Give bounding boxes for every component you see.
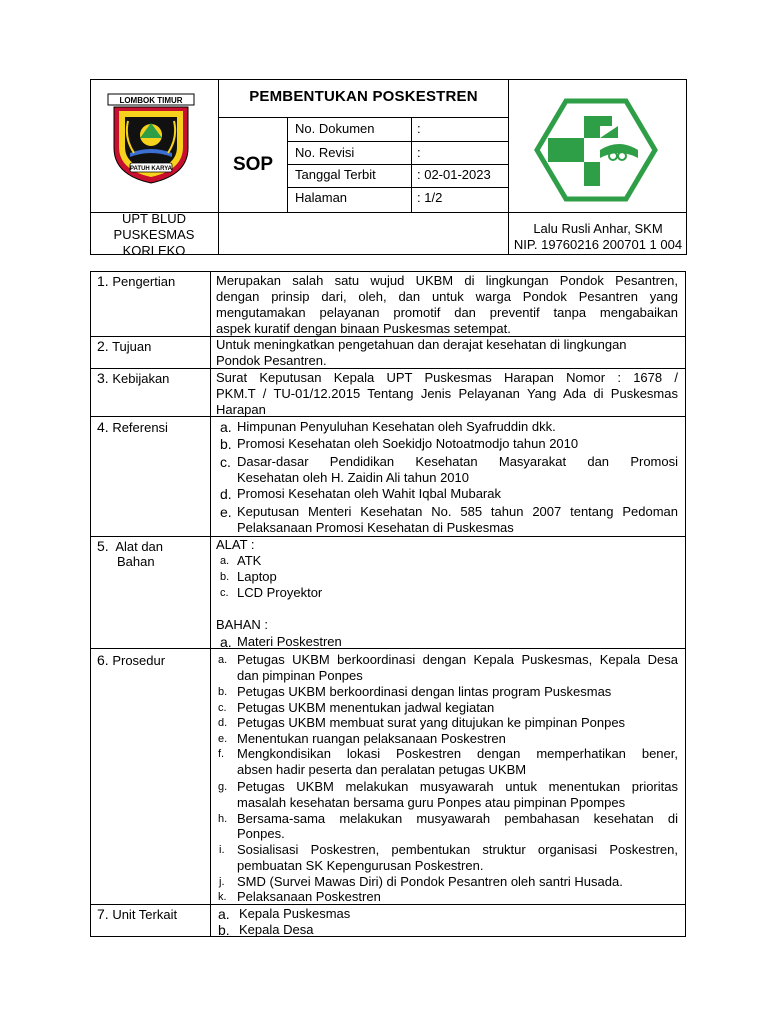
section-label-prosedur — [97, 652, 165, 669]
bahan-heading: BAHAN : — [216, 617, 269, 632]
referensi-item: Promosi Kesehatan oleh Wahit Iqbal Mubarak — [237, 486, 501, 501]
field-value-no-revisi: : — [417, 145, 421, 160]
prosedur-item: Petugas UKBM melakukan musyawarah untuk menentukan prioritas — [237, 779, 678, 794]
bahan-item: Materi Poskestren — [237, 634, 342, 649]
list-marker: b. — [220, 571, 230, 583]
section-title: Prosedur — [112, 653, 166, 668]
list-marker: h. — [218, 813, 228, 825]
section-title: Alat dan — [115, 539, 164, 554]
list-marker: g. — [218, 781, 228, 793]
list-marker: f. — [218, 748, 225, 760]
section-title: Unit Terkait — [112, 907, 178, 922]
prosedur-item: Bersama-sama melakukan musyawarah pembahasan kesehatan di — [237, 811, 678, 826]
section-number: 7. — [97, 906, 109, 922]
prosedur-item: Petugas UKBM berkoordinasi dengan Kepala Puskesmas, Kepala Desa — [237, 652, 678, 667]
kebijakan-line: PKM.T / TU-01/12.2015 Tentang Jenis Pelayanan Yang Ada di Puskesmas — [216, 386, 678, 401]
section-number: 2. — [97, 338, 109, 354]
section-number: 1. — [97, 273, 109, 289]
header-divider — [218, 117, 508, 118]
section-title: Kebijakan — [112, 371, 170, 386]
section-label-pengertian — [97, 273, 175, 290]
referensi-item: Kesehatan oleh H. Zaidin Ali tahun 2010 — [237, 470, 470, 485]
list-marker: c. — [220, 587, 229, 599]
section-number: 5. — [97, 538, 109, 554]
list-marker: b. — [218, 922, 230, 938]
lombok-timur-logo — [106, 93, 196, 185]
org-line: KORLEKO — [122, 243, 186, 258]
list-marker: d. — [218, 717, 228, 729]
alat-heading: ALAT : — [216, 537, 255, 552]
list-marker: b. — [218, 686, 228, 698]
list-marker: a. — [218, 654, 228, 666]
org-name — [90, 213, 218, 259]
section-title: Referensi — [112, 420, 168, 435]
section-label-alat-bahan — [97, 538, 163, 555]
section-label-referensi — [97, 419, 168, 436]
signer-block — [509, 221, 687, 253]
referensi-item: Keputusan Menteri Kesehatan No. 585 tahun 2007 tentang Pedoman — [237, 504, 678, 519]
section-label-tujuan — [97, 338, 151, 355]
prosedur-item: Petugas UKBM menentukan jadwal kegiatan — [237, 700, 495, 715]
tujuan-line: Untuk meningkatkan pengetahuan dan derajat kesehatan di lingkungan — [216, 337, 627, 352]
alat-item: ATK — [237, 553, 262, 568]
row-divider — [90, 536, 686, 537]
prosedur-item: SMD (Survei Mawas Diri) di Pondok Pesantren oleh santri Husada. — [237, 874, 623, 889]
section-title-cont: Bahan — [117, 554, 155, 569]
pengertian-line: aspek kuratif dengan binaan Puskesmas setempat. — [216, 321, 511, 336]
prosedur-item: Ponpes. — [237, 826, 285, 841]
section-number: 4. — [97, 419, 109, 435]
referensi-item: Promosi Kesehatan oleh Soekidjo Notoatmodjo tahun 2010 — [237, 436, 579, 451]
org-line: UPT BLUD — [121, 211, 187, 226]
unit-item: Kepala Puskesmas — [239, 906, 351, 921]
list-marker: e. — [220, 504, 232, 520]
prosedur-item: Menentukan ruangan pelaksanaan Poskestren — [237, 731, 506, 746]
list-marker: k. — [218, 891, 227, 903]
list-marker: a. — [218, 906, 230, 922]
section-number: 6. — [97, 652, 109, 668]
kebijakan-line: Surat Keputusan Kepala UPT Puskesmas Harapan Nomor : 1678 / — [216, 370, 678, 385]
list-marker: c. — [218, 702, 227, 714]
puskesmas-logo — [534, 98, 658, 202]
field-value-no-dokumen: : — [417, 121, 421, 136]
content-divider — [210, 271, 211, 937]
list-marker: b. — [220, 436, 232, 452]
logo-bottom-text: PATUH KARYA — [129, 166, 173, 172]
pengertian-line: dengan prinsip dari, oleh, dan untuk warga Pondok Pesantren yang — [216, 289, 678, 304]
prosedur-item: masalah kesehatan bersama guru Ponpes atau pimpinan Ppompes — [237, 795, 626, 810]
referensi-item: Himpunan Penyuluhan Kesehatan oleh Syafruddin dkk. — [237, 419, 556, 434]
field-label-no-dokumen: No. Dokumen — [295, 121, 375, 136]
list-marker: j. — [219, 876, 225, 888]
header-divider — [411, 117, 412, 213]
section-title: Tujuan — [112, 339, 152, 354]
signer-nip: NIP. 19760216 200701 1 004 — [513, 237, 683, 252]
list-marker: e. — [218, 733, 228, 745]
list-marker: c. — [220, 454, 231, 470]
prosedur-item: Pelaksanaan Poskestren — [237, 889, 381, 904]
field-value-tanggal-terbit: : 02-01-2023 — [417, 167, 491, 182]
org-line: PUSKESMAS — [113, 227, 195, 242]
header-divider — [287, 164, 508, 165]
list-marker: a. — [220, 419, 232, 435]
tujuan-line: Pondok Pesantren. — [216, 353, 327, 368]
prosedur-item: Petugas UKBM membuat surat yang ditujukan ke pimpinan Ponpes — [237, 715, 626, 730]
header-divider — [287, 141, 508, 142]
prosedur-item: absen hadir peserta dan peralatan petugas UKBM — [237, 762, 527, 777]
prosedur-item: pembuatan SK Kepengurusan Poskestren. — [237, 858, 484, 873]
section-title: Pengertian — [112, 274, 176, 289]
field-label-halaman: Halaman — [295, 190, 348, 205]
kebijakan-line: Harapan — [216, 402, 266, 417]
pengertian-line: mengutamakan pelayanan promotif dan preventif tanpa mengabaikan — [216, 305, 678, 320]
list-marker: i. — [219, 844, 225, 856]
prosedur-item: Mengkondisikan lokasi Poskestren dengan memperhatikan bener, — [237, 746, 678, 761]
document-title: PEMBENTUKAN POSKESTREN — [249, 88, 478, 105]
logo-top-text: LOMBOK TIMUR — [119, 96, 183, 105]
alat-item: Laptop — [237, 569, 277, 584]
row-divider — [90, 648, 686, 649]
header-divider — [287, 187, 508, 188]
pengertian-line: Merupakan salah satu wujud UKBM di lingkungan Pondok Pesantren, — [216, 273, 678, 288]
field-value-halaman: : 1/2 — [417, 190, 443, 205]
referensi-item: Pelaksanaan Promosi Kesehatan di Puskesmas — [237, 520, 514, 535]
prosedur-item: Sosialisasi Poskestren, pembentukan struktur organisasi Poskestren, — [237, 842, 678, 857]
prosedur-item: dan pimpinan Ponpes — [237, 668, 363, 683]
alat-item: LCD Proyektor — [237, 585, 323, 600]
field-label-no-revisi: No. Revisi — [295, 145, 355, 160]
list-marker: d. — [220, 486, 232, 502]
list-marker: a. — [220, 634, 232, 650]
signer-name: Lalu Rusli Anhar, SKM — [533, 221, 663, 236]
header-divider — [287, 117, 288, 213]
sop-label: SOP — [232, 154, 274, 175]
section-label-kebijakan — [97, 370, 169, 387]
prosedur-item: Petugas UKBM berkoordinasi dengan lintas program Puskesmas — [237, 684, 612, 699]
field-label-tanggal-terbit: Tanggal Terbit — [295, 167, 376, 182]
list-marker: a. — [220, 555, 230, 567]
unit-item: Kepala Desa — [239, 922, 314, 937]
section-number: 3. — [97, 370, 109, 386]
section-label-unit-terkait — [97, 906, 177, 923]
referensi-item: Dasar-dasar Pendidikan Kesehatan Masyarakat dan Promosi — [237, 454, 678, 469]
